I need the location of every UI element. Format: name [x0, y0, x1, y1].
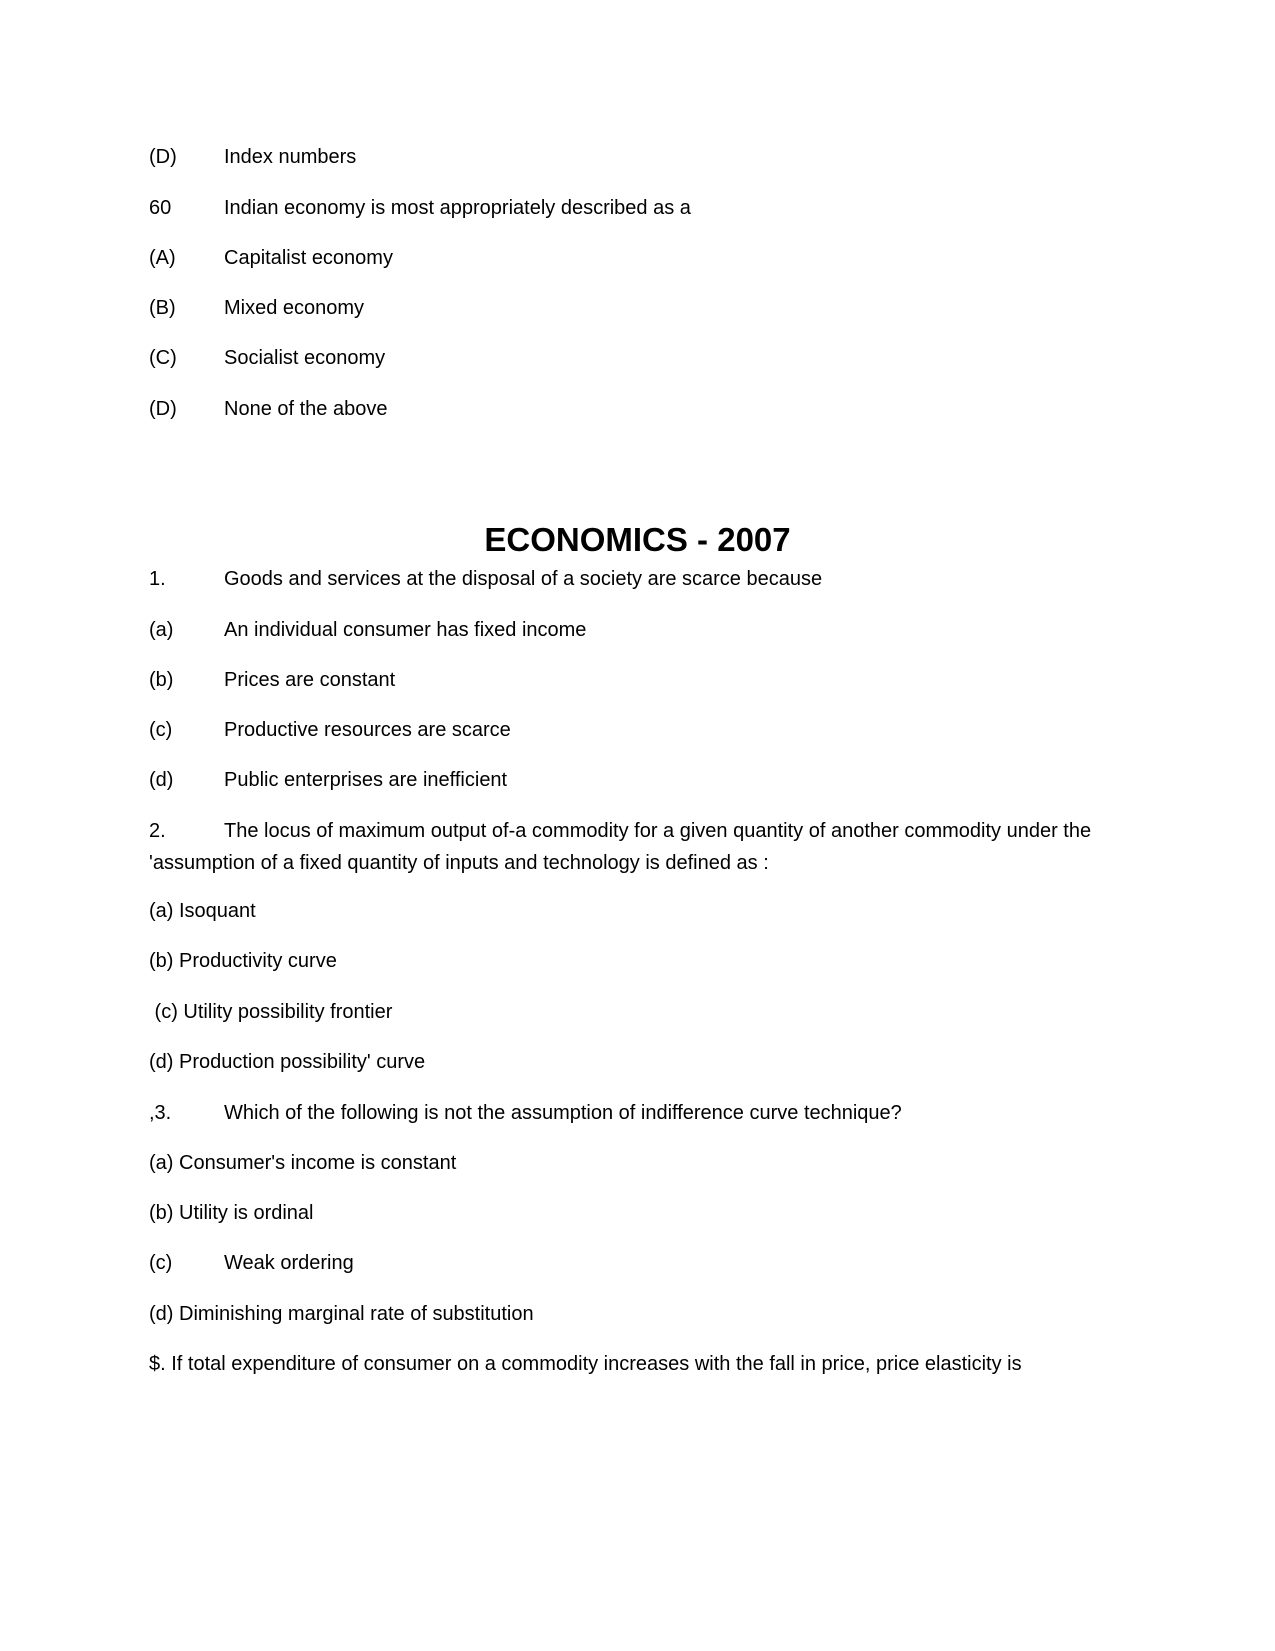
prev-option-d-none: (D) None of the above — [149, 398, 388, 420]
prev-question-60: 60 Indian economy is most appropriately described as a — [149, 197, 691, 219]
q3-option-a: (a) Consumer's income is constant — [149, 1152, 457, 1174]
question-2: 2. The locus of maximum output of-a commodity for a given quantity of another commodity under the 'assumption of a fixed quantity of inputs and technology is defined as : — [149, 820, 1092, 874]
q2-option-a: (a) Isoquant — [149, 900, 256, 922]
prev-option-b: (B) Mixed economy — [149, 297, 365, 319]
q1-option-a: (a) An individual consumer has fixed income — [149, 619, 587, 641]
question-1: 1. Goods and services at the disposal of a society are scarce because — [149, 568, 823, 590]
q3-option-c: (c) Weak ordering — [149, 1252, 354, 1274]
q2-option-b: (b) Productivity curve — [149, 950, 337, 972]
q3-option-b: (b) Utility is ordinal — [149, 1202, 314, 1224]
q1-option-c: (c) Productive resources are scarce — [149, 719, 511, 741]
q1-option-d: (d) Public enterprises are inefficient — [149, 769, 508, 791]
q2-option-d: (d) Production possibility' curve — [149, 1051, 426, 1073]
q3-option-d: (d) Diminishing marginal rate of substitution — [149, 1303, 534, 1325]
q1-option-b: (b) Prices are constant — [149, 669, 396, 691]
question-3: ,3. Which of the following is not the assumption of indifference curve technique? — [149, 1102, 902, 1124]
prev-option-d: (D) Index numbers — [149, 146, 357, 168]
prev-option-a: (A) Capitalist economy — [149, 247, 393, 269]
q2-option-c: (c) Utility possibility frontier — [149, 1001, 393, 1023]
prev-option-c: (C) Socialist economy — [149, 347, 386, 369]
section-heading: ECONOMICS - 2007 — [484, 521, 791, 558]
question-4: $. If total expenditure of consumer on a commodity increases with the fall in price, price elasticity is — [149, 1353, 1022, 1375]
